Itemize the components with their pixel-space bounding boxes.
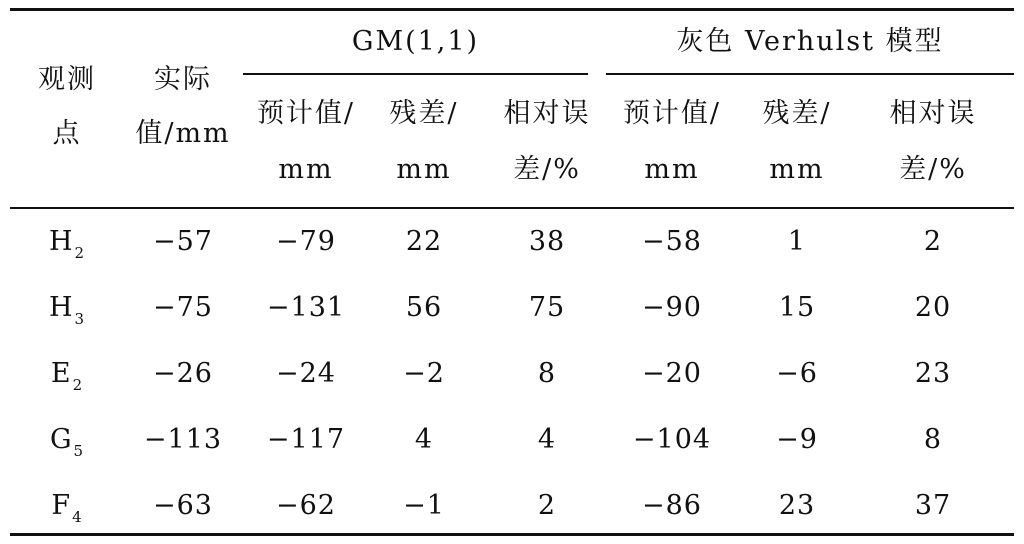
gm-predicted-cell: −62 [276, 490, 336, 521]
header-grey-verhulst-group: 灰色 Verhulst 模型 [676, 26, 944, 57]
gv-residual-cell: −6 [776, 358, 818, 389]
point-letter: E [50, 358, 72, 389]
sub-header-0-line2: mm [278, 154, 334, 185]
point-subscript: 4 [72, 508, 83, 526]
header-observation-point-line1: 观测 [38, 64, 96, 95]
sub-header-3-line1: 预计值/ [622, 98, 722, 129]
gm-predicted-cell: −117 [266, 424, 346, 455]
bottom-rule [10, 533, 1014, 536]
point-letter: G [49, 424, 73, 455]
header-gm-group: GM(1,1) [351, 26, 480, 57]
sub-header-3-line2: mm [644, 154, 700, 185]
gm-group-rule [243, 73, 588, 75]
gm-residual-cell: 4 [414, 424, 434, 455]
gm-predicted-cell: −131 [266, 292, 346, 323]
actual-value-cell: −113 [143, 424, 223, 455]
gv-residual-cell: 15 [778, 292, 816, 323]
header-rule [10, 207, 1014, 209]
gv-relative-error-cell: 37 [914, 490, 952, 521]
gv-residual-cell: −9 [776, 424, 818, 455]
actual-value-cell: −63 [153, 490, 213, 521]
sub-header-2-line2: 差/% [513, 154, 581, 185]
actual-value-cell: −26 [153, 358, 213, 389]
gm-relative-error-cell: 38 [528, 226, 566, 257]
gv-relative-error-cell: 8 [923, 424, 943, 455]
sub-header-0-line1: 预计值/ [256, 98, 356, 129]
point-subscript: 2 [72, 376, 84, 394]
gv-relative-error-cell: 20 [914, 292, 952, 323]
sub-header-1-line1: 残差/ [389, 98, 459, 129]
gv-residual-cell: 23 [778, 490, 816, 521]
gm-predicted-cell: −24 [276, 358, 336, 389]
gv-predicted-cell: −86 [642, 490, 702, 521]
gv-residual-cell: 1 [787, 226, 807, 257]
point-subscript: 2 [74, 244, 86, 262]
point-letter: H [48, 226, 74, 257]
gv-predicted-cell: −58 [642, 226, 702, 257]
sub-header-4-line2: mm [769, 154, 825, 185]
header-actual-value-line1: 实际 [154, 64, 212, 95]
header-actual-value-line2: 值/mm [135, 118, 231, 149]
point-letter: H [48, 292, 74, 323]
sub-header-2-line1: 相对误 [503, 98, 591, 129]
point-subscript: 3 [74, 310, 86, 328]
actual-value-cell: −75 [153, 292, 213, 323]
gv-predicted-cell: −104 [632, 424, 712, 455]
header-observation-point-line2: 点 [52, 118, 82, 149]
gv-relative-error-cell: 23 [914, 358, 952, 389]
point-subscript: 5 [73, 442, 85, 460]
gm-relative-error-cell: 4 [537, 424, 557, 455]
gm-residual-cell: −2 [403, 358, 445, 389]
gm-relative-error-cell: 8 [537, 358, 557, 389]
gm-residual-cell: 22 [405, 226, 443, 257]
sub-header-1-line2: mm [396, 154, 452, 185]
gm-residual-cell: −1 [403, 490, 445, 521]
gm-relative-error-cell: 2 [537, 490, 557, 521]
gv-relative-error-cell: 2 [923, 226, 943, 257]
gm-relative-error-cell: 75 [528, 292, 566, 323]
top-rule [10, 8, 1014, 11]
gv-predicted-cell: −20 [642, 358, 702, 389]
actual-value-cell: −57 [153, 226, 213, 257]
point-letter: F [51, 490, 72, 521]
gm-residual-cell: 56 [405, 292, 443, 323]
sub-header-4-line1: 残差/ [762, 98, 832, 129]
sub-header-5-line1: 相对误 [889, 98, 977, 129]
gv-predicted-cell: −90 [642, 292, 702, 323]
sub-header-5-line2: 差/% [899, 154, 967, 185]
gv-group-rule [606, 73, 1014, 75]
gm-predicted-cell: −79 [276, 226, 336, 257]
